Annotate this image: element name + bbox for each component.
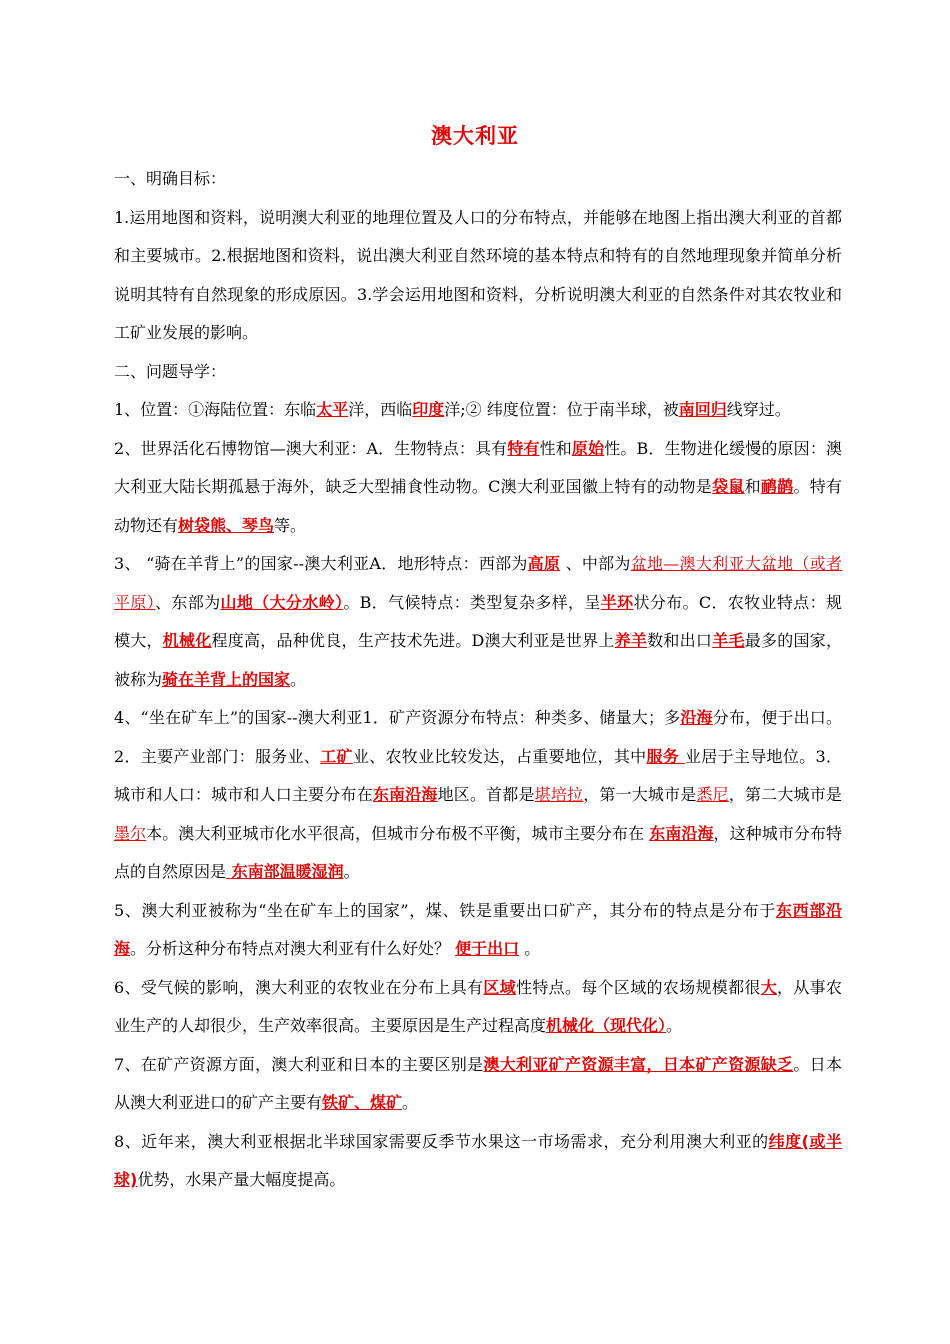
q4-text: 4、“坐在矿车上”的国家--澳大利亚1．矿产资源分布特点：种类多、储量大；多 [114, 708, 681, 727]
q3-answer: 半环 [600, 592, 634, 612]
q2-text: 等。 [274, 515, 307, 535]
q2-answer: 特有 [507, 438, 540, 458]
q5-text: 5、澳大利亚被称为“坐在矿车上的国家”，煤、铁是重要出口矿产，其分布的特点是分布于 [114, 900, 776, 920]
q4-answer: 沿海 [680, 708, 713, 727]
q4-answer: 墨尔 [114, 823, 147, 843]
q5-text: 。分析这种分布特点对澳大利亚有什么好处？ [130, 939, 456, 958]
q3-text: 、东部为 [155, 592, 221, 612]
q2-answer: 鸸鹋 [760, 477, 794, 496]
q3-text: 。 [290, 669, 307, 689]
q2-text: 性和 [539, 438, 572, 458]
q1-answer: 南回归 [678, 400, 727, 419]
q3-text: 状分布。C．农牧业特点：规模大， [114, 592, 842, 650]
q3-answer: 养羊 [614, 631, 648, 650]
q4-answer: 东南沿海 [649, 823, 714, 843]
q4-text: ，第二大城市是 [728, 785, 842, 804]
q1-text: 洋;② 纬度位置：位于南半球，被 [444, 400, 679, 419]
q3-answer: 骑在羊背上的国家 [162, 669, 291, 689]
q5-answer: 东西部沿海 [114, 900, 842, 958]
section-heading-questions: 二、问题导学： [114, 361, 227, 381]
q2-text: 。特有动物还有 [114, 477, 842, 535]
q1-text: 1、位置：①海陆位置：东临 [114, 400, 317, 419]
q3-text: 、中部为 [560, 554, 631, 573]
q3-text: 程度高，品种优良，生产技术先进。D澳大利亚是世界上 [211, 631, 615, 650]
q3-answer: 山地（大分水岭） [220, 592, 344, 612]
q1-text: 洋，西临 [348, 400, 413, 419]
page-title: 澳大利亚 [431, 124, 519, 148]
question-3 [114, 545, 842, 699]
q4-answer: 服务 [646, 746, 685, 766]
q4-text: 业居于主导地位。3．城市和人口：城市和人口主要分布在 [114, 746, 842, 804]
q4-text: 本。澳大利亚城市化水平很高，但城市分布极不平衡，城市主要分布在 [146, 823, 650, 843]
question-5 [114, 892, 842, 969]
q4-answer: 东南部温暖湿润 [226, 862, 344, 881]
q4-answer: 堪培拉 [534, 785, 584, 804]
q2-answer: 袋鼠 [712, 477, 745, 496]
q4-text: 分布，便于出口。2．主要产业部门：服务业、 [114, 708, 842, 766]
q3-answer: 羊毛 [712, 631, 745, 650]
q3-answer: 高原 [527, 554, 561, 573]
objectives-paragraph: 1.运用地图和资料，说明澳大利亚的地理位置及人口的分布特点，并能够在地图上指出澳大利亚的首都和主要城市。2.根据地图和资料，说出澳大利亚自然环境的基本特点和特有的自然地理现象并简单分析说明其特有自然现象的形成原因。3.学会运用地图和资料，分析说明澳大利亚的自然条件对其农牧业和工矿业发展的影响。 [114, 207, 842, 342]
q8-answer: 纬度(或半球) [114, 1131, 842, 1189]
q4-text: 地区。首都是 [437, 785, 535, 804]
q7-answer: 铁矿、煤矿 [322, 1093, 403, 1112]
q3-answer: 机械化 [162, 631, 212, 650]
question-7 [114, 1046, 842, 1123]
q5-text: 。 [519, 939, 541, 958]
question-8 [114, 1123, 842, 1200]
q6-text: 性特点。每个区域的农场规模都很 [516, 977, 761, 997]
q7-text: 。日本从澳大利亚进口的矿产主要有 [114, 1054, 842, 1112]
q5-answer: 便于出口 [455, 939, 520, 958]
question-6 [114, 969, 842, 1046]
q4-text: 业、农牧业比较发达，占重要地位，其中 [352, 746, 647, 766]
q3-text: 。B．气候特点：类型复杂多样，呈 [343, 592, 601, 612]
q3-text: 3、 “骑在羊背上”的国家--澳大利亚A．地形特点：西部为 [114, 554, 528, 573]
q4-answer: 工矿 [320, 746, 353, 766]
q6-text: 。 [666, 1016, 683, 1035]
question-4 [114, 699, 842, 892]
q6-answer: 机械化（现代化） [546, 1016, 667, 1035]
q7-answer: 澳大利亚矿产资源丰富，日本矿产资源缺乏 [483, 1054, 794, 1074]
q6-answer: 大 [760, 977, 778, 997]
question-1 [114, 391, 842, 430]
q4-text: ，这种城市分布特点的自然原因是 [114, 823, 842, 881]
q8-text: 优势，水果产量大幅度提高。 [137, 1170, 346, 1189]
q2-answer: 树袋熊、琴鸟 [178, 515, 275, 535]
document-body [114, 160, 842, 1200]
q1-text: 线穿过。 [726, 400, 791, 419]
q6-text: 6、受气候的影响，澳大利亚的农牧业在分布上具有 [114, 977, 484, 997]
q4-answer: 悉尼 [696, 785, 729, 804]
q7-text: 。 [402, 1093, 419, 1112]
q2-answer: 原始 [571, 438, 605, 458]
section-heading-objectives: 一、明确目标： [114, 169, 227, 188]
q4-text: 。 [343, 862, 360, 881]
q2-text: 性。B．生物进化缓慢的原因：澳大利亚大陆长期孤悬于海外，缺乏大型捕食性动物。C澳大利亚国徽上特有的动物是 [114, 438, 842, 496]
question-2 [114, 430, 842, 546]
q6-answer: 区域 [483, 977, 517, 997]
q3-text: 最多的国家，被称为 [114, 631, 842, 689]
q3-answer: 盆地—澳大利亚大盆地（或者平原） [114, 554, 842, 612]
q4-answer: 东南沿海 [372, 785, 438, 804]
q3-text: 数和出口 [647, 631, 713, 650]
q2-text: 和 [744, 477, 761, 496]
q7-text: 7、在矿产资源方面，澳大利亚和日本的主要区别是 [114, 1054, 484, 1074]
q8-text: 8、近年来，澳大利亚根据北半球国家需要反季节水果这一市场需求，充分利用澳大利亚的 [114, 1131, 769, 1151]
q1-answer: 印度 [412, 400, 445, 419]
q1-answer: 太平 [316, 400, 349, 419]
q4-text: ，第一大城市是 [583, 785, 697, 804]
q2-text: 2、世界活化石博物馆—澳大利亚：A．生物特点：具有 [114, 438, 508, 458]
q6-text: ，从事农业生产的人却很少，生产效率很高。主要原因是生产过程高度 [114, 977, 842, 1035]
